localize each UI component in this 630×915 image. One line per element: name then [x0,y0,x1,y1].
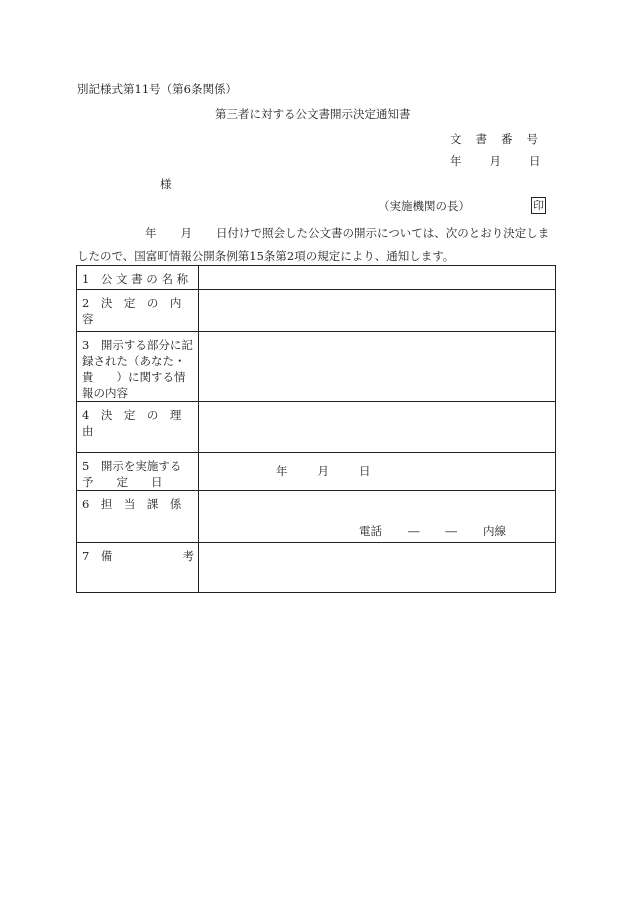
form-label: 別記様式第11号（第6条関係） [77,82,237,96]
seal-icon: 印 [533,199,544,212]
phone-dash: ― [445,524,457,538]
table-row [77,332,556,402]
scheduled-date [276,463,401,479]
issue-date [450,156,569,168]
row-label: 2 決 定 の 内 容 [77,290,199,332]
row-label-line2: 予 定 日 [82,475,163,489]
details-table [76,265,556,593]
table-row [77,453,556,491]
body-line2: したので、国富町情報公開条例第15条第2項の規定により、通知します。 [77,249,455,263]
row-label: 3 開示する部分に記録された（あなた・貴 ）に関する情報の内容 [77,332,199,402]
row-value [199,402,556,453]
phone-line [359,523,532,539]
doc-number-char: 号 [526,132,538,146]
doc-number-char: 番 [501,132,513,146]
row-value [199,290,556,332]
table-row [77,543,556,593]
row-value [199,266,556,290]
row-label: 6 担 当 課 係 [77,491,199,543]
row-label-line1: 5 開示を実施する [82,459,182,473]
body-line1: 日付けで照会した公文書の開示については、次のとおり決定しま [216,226,550,240]
row-label-start: 7 備 [82,549,113,563]
row-value [199,332,556,402]
day-label: 日 [359,464,371,478]
table-row [77,290,556,332]
doc-number-char: 文 [450,132,462,146]
phone-label: 電話 [359,524,382,538]
row-value [199,543,556,593]
notice-body [77,222,557,268]
year-label: 年 [276,464,288,478]
year-label: 年 [450,154,462,168]
table-row [77,266,556,290]
table-row [77,491,556,543]
row-label-end: 考 [182,549,194,563]
document-title: 第三者に対する公文書開示決定通知書 [215,107,411,121]
row-label: 4 決 定 の 理 由 [77,402,199,453]
row-label [77,543,199,593]
month-label: 月 [317,464,329,478]
row-label [77,453,199,491]
day-label: 日 [529,154,541,168]
row-value [199,453,556,491]
row-value [199,491,556,543]
recipient-suffix: 様 [160,177,172,191]
document-number [450,134,552,146]
body-month: 月 [180,226,192,240]
table-row [77,402,556,453]
month-label: 月 [489,154,501,168]
row-label: 1 公 文 書 の 名 称 [77,266,199,290]
doc-number-char: 書 [475,132,487,146]
extension-label: 内線 [483,524,506,538]
body-year: 年 [145,226,157,240]
issuer-name: （実施機関の長） [378,199,470,213]
phone-dash: ― [408,524,420,538]
